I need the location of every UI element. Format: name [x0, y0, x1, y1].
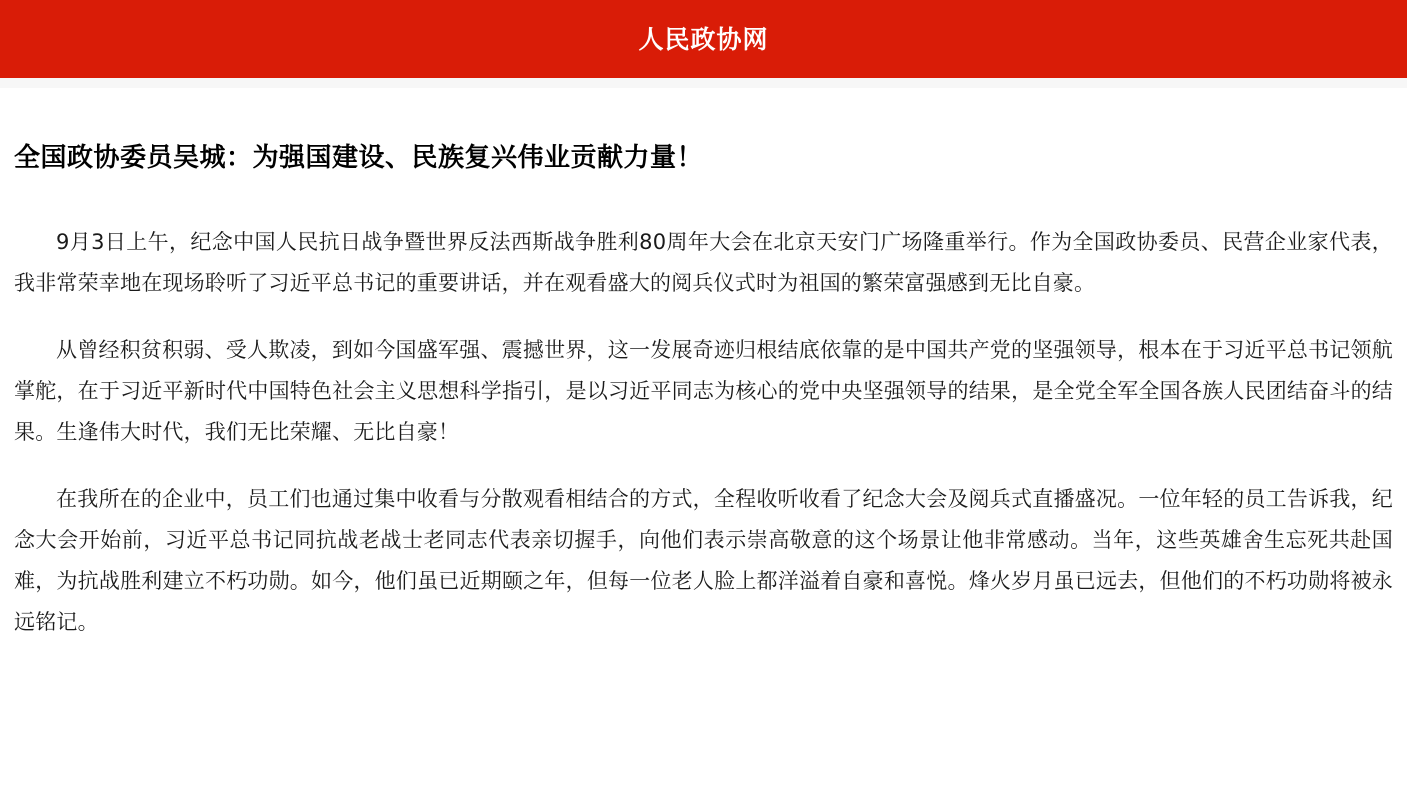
- site-title: 人民政协网: [638, 24, 769, 54]
- article-title: 全国政协委员吴城：为强国建设、民族复兴伟业贡献力量！: [14, 143, 704, 173]
- header-divider: [0, 78, 1407, 88]
- site-header: [0, 0, 1407, 78]
- article-paragraph: 9月3日上午，纪念中国人民抗日战争暨世界反法西斯战争胜利80周年大会在北京天安门广场隆重举行。作为全国政协委员、民营企业家代表，我非常荣幸地在现场聆听了习近平总书记的重要讲话，并在观看盛大的阅兵仪式时为祖国的繁荣富强感到无比自豪。: [14, 229, 1393, 295]
- article-paragraph: 在我所在的企业中，员工们也通过集中收看与分散观看相结合的方式，全程收听收看了纪念大会及阅兵式直播盛况。一位年轻的员工告诉我，纪念大会开始前，习近平总书记同抗战老战士老同志代表亲切握手，向他们表示崇高敬意的这个场景让他非常感动。当年，这些英雄舍生忘死共赴国难，为抗战胜利建立不朽功勋。如今，他们虽已近期颐之年，但每一位老人脸上都洋溢着自豪和喜悦。烽火岁月虽已远去，但他们的不朽功勋将被永远铭记。: [14, 486, 1393, 634]
- article-container: [0, 88, 1407, 643]
- article-paragraph: 从曾经积贫积弱、受人欺凌，到如今国盛军强、震撼世界，这一发展奇迹归根结底依靠的是中国共产党的坚强领导，根本在于习近平总书记领航掌舵，在于习近平新时代中国特色社会主义思想科学指引，是以习近平同志为核心的党中央坚强领导的结果，是全党全军全国各族人民团结奋斗的结果。生逢伟大时代，我们无比荣耀、无比自豪！: [14, 337, 1393, 444]
- article-body: [14, 176, 1393, 643]
